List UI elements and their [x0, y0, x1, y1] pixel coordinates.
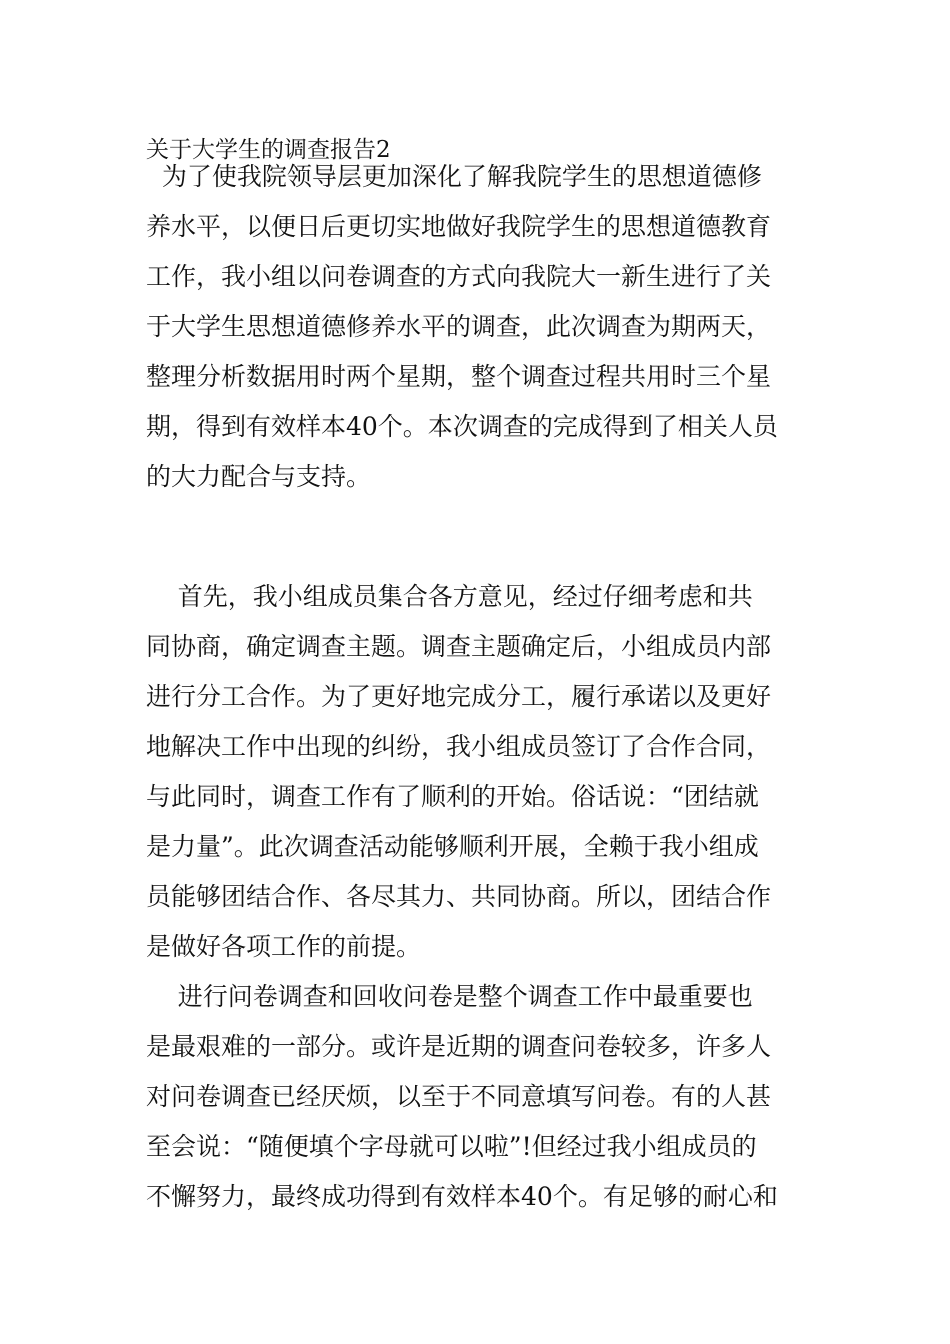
paragraph-line: 是力量”。此次调查活动能够顺利开展，全赖于我小组成: [146, 832, 759, 861]
paragraph-line: 地解决工作中出现的纠纷，我小组成员签订了合作合同，: [146, 732, 772, 761]
paragraph-1: [146, 152, 814, 502]
paragraph-line: 工作，我小组以问卷调查的方式向我院大一新生进行了关: [146, 262, 772, 291]
paragraph-line: 进行分工合作。为了更好地完成分工，履行承诺以及更好: [146, 682, 772, 711]
paragraph-2: [146, 572, 814, 972]
paragraph-line: 员能够团结合作、各尽其力、共同协商。所以，团结合作: [146, 882, 772, 911]
paragraph-line: 养水平，以便日后更切实地做好我院学生的思想道德教育: [146, 212, 772, 241]
paragraph-line: 同协商，确定调查主题。调查主题确定后，小组成员内部: [146, 632, 772, 661]
paragraph-line: 是做好各项工作的前提。: [146, 932, 422, 961]
document-title: 关于大学生的调查报告2: [146, 137, 391, 163]
paragraph-line: 对问卷调查已经厌烦，以至于不同意填写问卷。有的人甚: [146, 1082, 772, 1111]
paragraph-line: 至会说：“随便填个字母就可以啦”!但经过我小组成员的: [146, 1132, 757, 1161]
paragraph-line: 于大学生思想道德修养水平的调查，此次调查为期两天，: [146, 312, 772, 341]
paragraph-line: 是最艰难的一部分。或许是近期的调查问卷较多，许多人: [146, 1032, 772, 1061]
paragraph-line: 首先，我小组成员集合各方意见，经过仔细考虑和共: [146, 582, 753, 611]
paragraph-line: 进行问卷调查和回收问卷是整个调查工作中最重要也: [146, 982, 753, 1011]
paragraph-line: 不懈努力，最终成功得到有效样本40个。有足够的耐心和: [146, 1182, 778, 1211]
paragraph-line: 为了使我院领导层更加深化了解我院学生的思想道德修: [146, 162, 762, 191]
paragraph-line: 的大力配合与支持。: [146, 462, 372, 491]
paragraph-3: [146, 972, 814, 1222]
paragraph-line: 整理分析数据用时两个星期，整个调查过程共用时三个星: [146, 362, 772, 391]
paragraph-line: 与此同时，调查工作有了顺利的开始。俗话说：“团结就: [146, 782, 759, 811]
paragraph-line: 期，得到有效样本40个。本次调查的完成得到了相关人员: [146, 412, 778, 441]
